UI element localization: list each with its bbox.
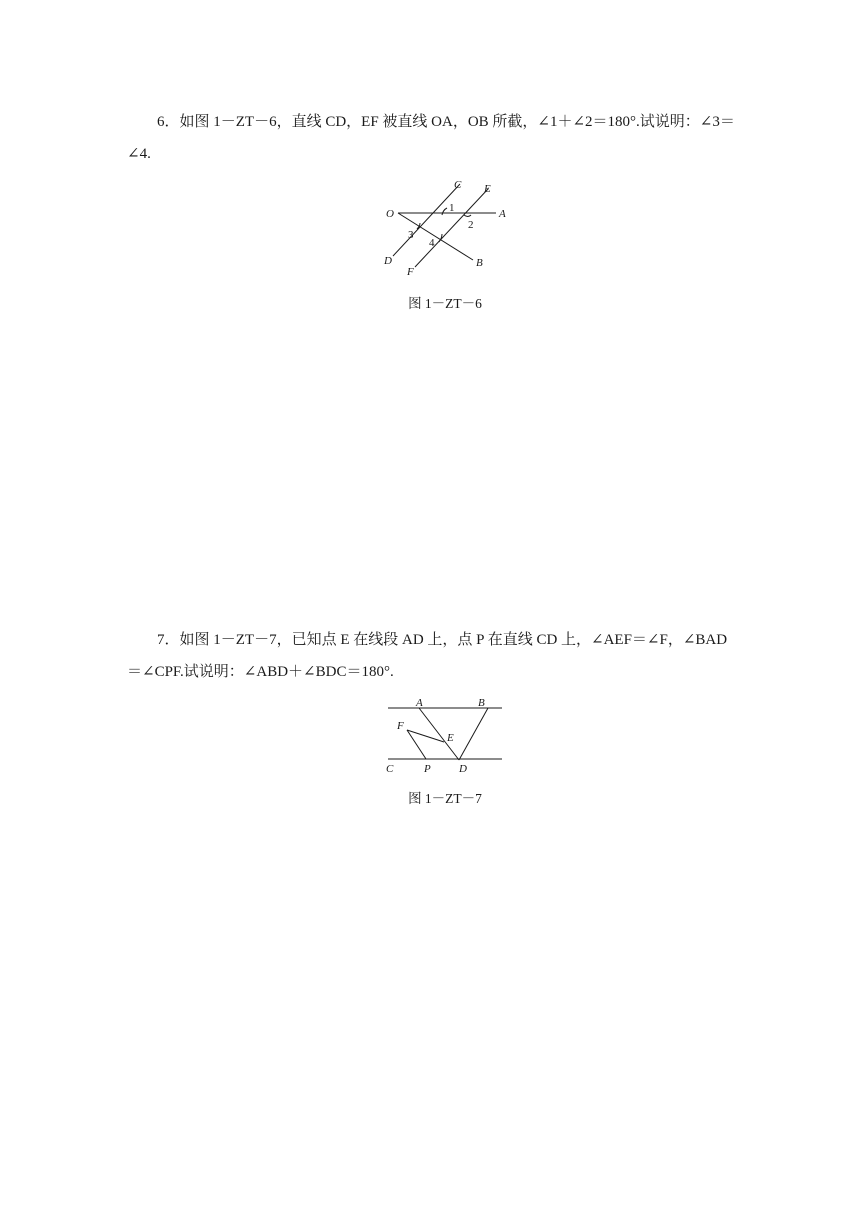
segment-fp: [407, 730, 426, 759]
angle-1-label: 1: [449, 202, 455, 214]
point-a-label: A: [499, 208, 506, 220]
problem-6-text: 6．如图 1－ZT－6，直线 CD，EF 被直线 OA，OB 所截，∠1＋∠2＝180°.试说明：∠3＝∠4.: [127, 114, 735, 162]
point-o-label: O: [386, 208, 394, 220]
point-f-label: F: [397, 720, 404, 732]
point-e-label: E: [447, 732, 454, 744]
point-b-label: B: [476, 257, 483, 269]
point-b-label: B: [478, 697, 485, 709]
segment-bd: [459, 708, 488, 760]
angle-4-label: 4: [429, 237, 435, 249]
point-d-label: D: [459, 763, 467, 775]
point-c-label: C: [454, 179, 462, 191]
angle-1-arc: [442, 208, 447, 215]
point-p-label: P: [424, 763, 431, 775]
point-e-label: E: [484, 183, 491, 195]
problem-7-text: 7．如图 1－ZT－7，已知点 E 在线段 AD 上，点 P 在直线 CD 上，∠AEF＝∠F，∠BAD＝∠CPF.试说明：∠ABD＋∠BDC＝180°.: [127, 632, 728, 680]
figure-1-zt-6: [380, 176, 520, 278]
figure-7-caption: 图 1－ZT－7: [408, 791, 482, 806]
point-a-label: A: [416, 697, 423, 709]
angle-2-arc: [464, 215, 471, 217]
point-c-label: C: [386, 763, 394, 775]
point-f-label: F: [407, 266, 414, 278]
figure-6-caption: 图 1－ZT－6: [408, 296, 482, 311]
angle-2-label: 2: [468, 219, 474, 231]
line-ef: [415, 189, 488, 267]
figure-1-zt-7: [380, 694, 510, 778]
point-d-label: D: [384, 255, 392, 267]
angle-3-label: 3: [408, 229, 414, 241]
segment-fe: [407, 730, 444, 742]
